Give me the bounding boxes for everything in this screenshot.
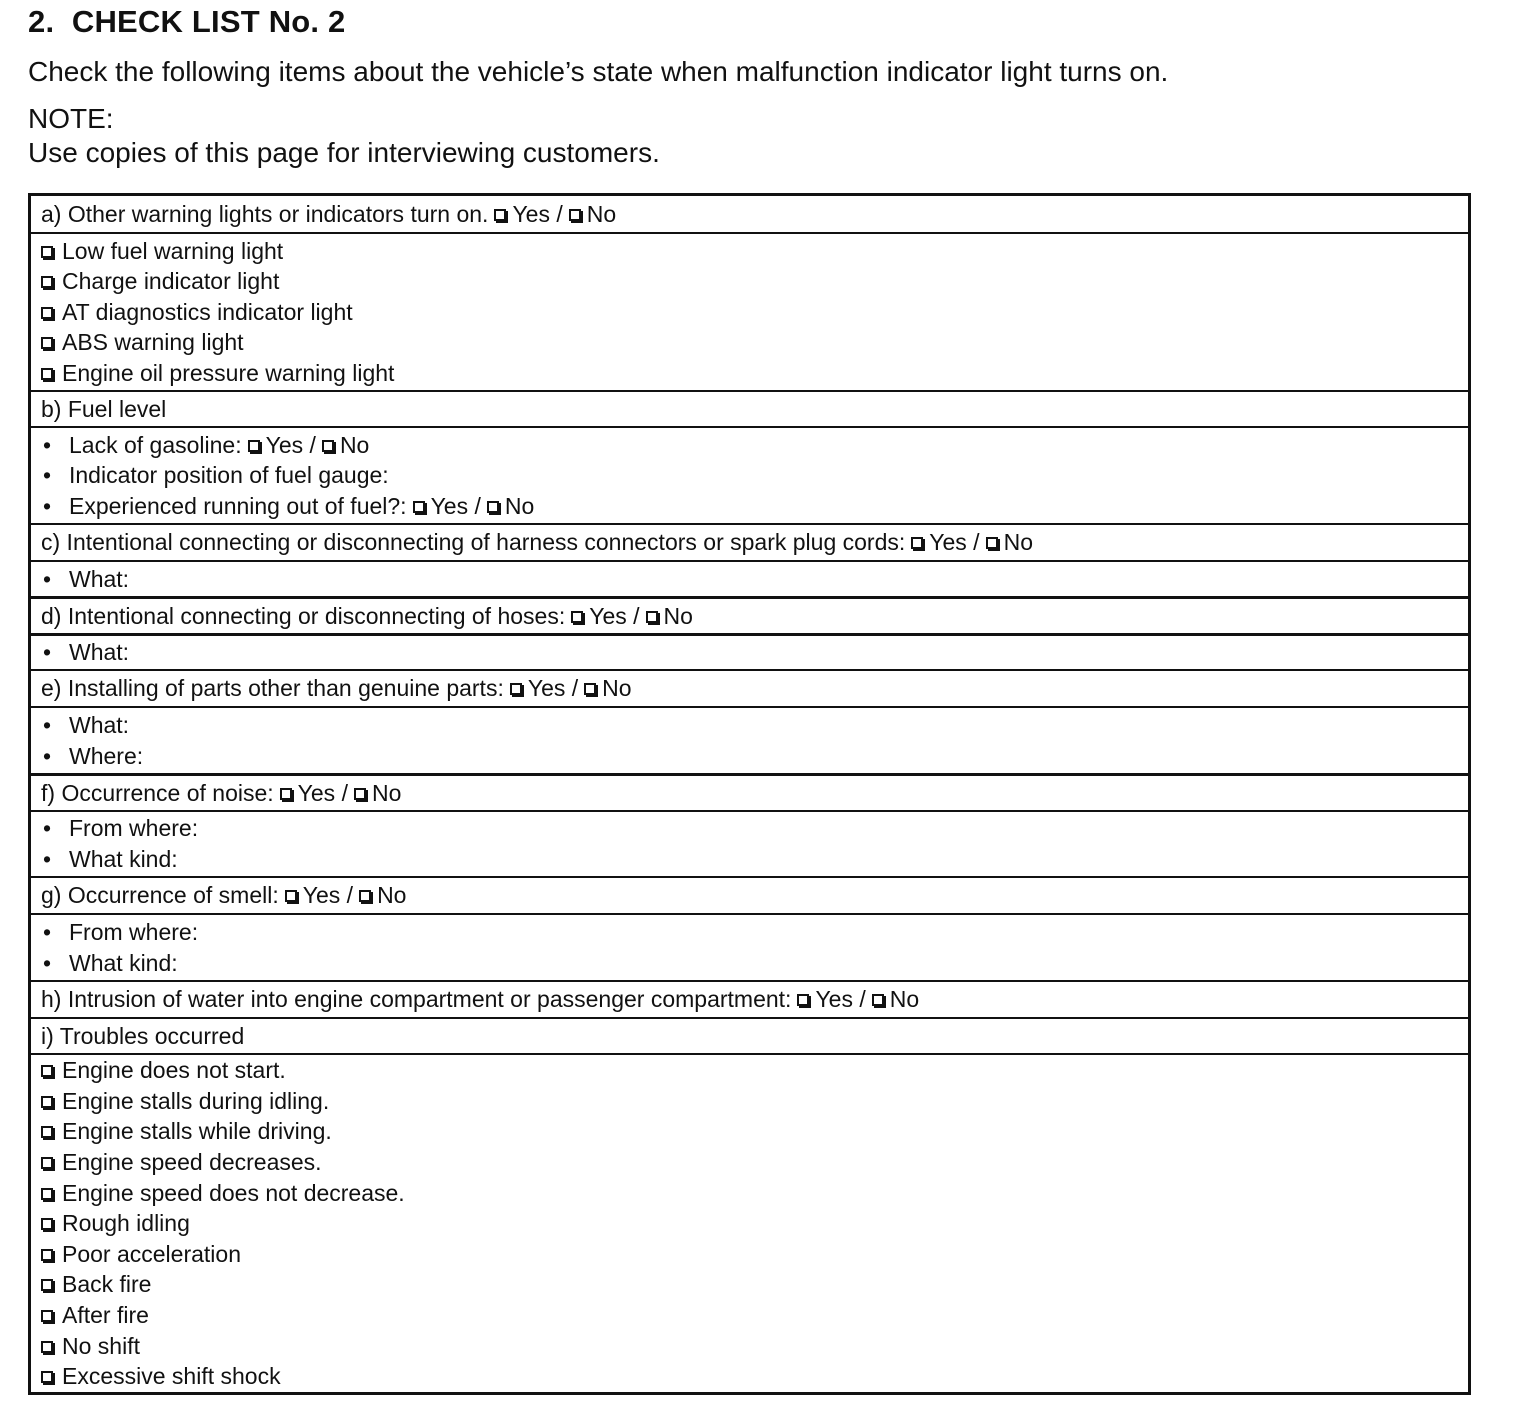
list-item: • Indicator position of fuel gauge: — [41, 460, 1458, 491]
section-e-title: e) Installing of parts other than genuine parts: — [41, 675, 504, 702]
list-item: Charge indicator light — [41, 266, 1458, 297]
list-item: Engine speed decreases. — [41, 1147, 1458, 1178]
checkbox-icon[interactable] — [285, 890, 297, 902]
list-item: • Where: — [41, 741, 1458, 772]
list-item: ABS warning light — [41, 327, 1458, 358]
list-item: Engine does not start. — [41, 1055, 1458, 1086]
list-item: • What: — [41, 564, 1458, 595]
checkbox-icon[interactable] — [911, 537, 923, 549]
section-h-title: h) Intrusion of water into engine compartment or passenger compartment: — [41, 986, 792, 1013]
bullet-icon: • — [43, 492, 52, 519]
section-f-items — [31, 810, 1468, 876]
section-e-header: e) Installing of parts other than genuine parts: Yes / No — [31, 669, 1468, 706]
checkbox-icon[interactable] — [569, 209, 581, 221]
list-item: Low fuel warning light — [41, 236, 1458, 267]
checkbox-icon[interactable] — [41, 1249, 53, 1261]
section-c-header: c) Intentional connecting or disconnecting of harness connectors or spark plug cords: Yes / No — [31, 523, 1468, 560]
no-label: No — [586, 200, 617, 227]
checkbox-icon[interactable] — [510, 683, 522, 695]
list-item: • Lack of gasoline: Yes / No — [41, 430, 1458, 461]
checkbox-icon[interactable] — [41, 1310, 53, 1322]
bullet-icon: • — [43, 815, 52, 842]
checkbox-icon[interactable] — [41, 246, 53, 258]
list-item: Engine stalls during idling. — [41, 1086, 1458, 1117]
checkbox-icon[interactable] — [571, 611, 583, 623]
checkbox-icon[interactable] — [41, 1157, 53, 1169]
checkbox-icon[interactable] — [41, 1279, 53, 1291]
section-h-header: h) Intrusion of water into engine compartment or passenger compartment: Yes / No — [31, 980, 1468, 1017]
bullet-icon: • — [43, 742, 52, 769]
list-item: • From where: — [41, 917, 1458, 948]
section-c-items — [31, 560, 1468, 596]
checkbox-icon[interactable] — [872, 994, 884, 1006]
section-d-items — [31, 633, 1468, 669]
checkbox-icon[interactable] — [584, 683, 596, 695]
list-item: • What: — [41, 710, 1458, 741]
list-item: • What kind: — [41, 948, 1458, 979]
checkbox-icon[interactable] — [41, 1218, 53, 1230]
checkbox-icon[interactable] — [41, 1126, 53, 1138]
bullet-icon: • — [43, 431, 52, 458]
page-title: 2. CHECK LIST No. 2 — [28, 4, 346, 39]
bullet-icon: • — [43, 949, 52, 976]
list-item: Back fire — [41, 1269, 1458, 1300]
list-item: • Experienced running out of fuel?: Yes / No — [41, 491, 1458, 522]
list-item: No shift — [41, 1331, 1458, 1362]
bullet-icon: • — [43, 711, 52, 738]
list-item: AT diagnostics indicator light — [41, 297, 1458, 328]
note-text: Use copies of this page for interviewing customers. — [28, 137, 660, 168]
list-item: Engine oil pressure warning light — [41, 358, 1458, 389]
list-item: • From where: — [41, 813, 1458, 844]
checkbox-icon[interactable] — [354, 788, 366, 800]
checkbox-icon[interactable] — [646, 611, 658, 623]
checkbox-icon[interactable] — [494, 209, 506, 221]
section-f-title: f) Occurrence of noise: — [41, 779, 274, 806]
checkbox-icon[interactable] — [359, 890, 371, 902]
checkbox-icon[interactable] — [986, 537, 998, 549]
checklist-table — [28, 193, 1471, 1395]
bullet-icon: • — [43, 639, 52, 666]
checkbox-icon[interactable] — [322, 440, 334, 452]
list-item: • What kind: — [41, 844, 1458, 875]
list-item: Poor acceleration — [41, 1239, 1458, 1270]
checkbox-icon[interactable] — [41, 1096, 53, 1108]
yes-label: Yes / — [512, 200, 563, 227]
list-item: Engine stalls while driving. — [41, 1116, 1458, 1147]
list-item: After fire — [41, 1300, 1458, 1331]
bullet-icon: • — [43, 918, 52, 945]
checkbox-icon[interactable] — [41, 337, 53, 349]
section-a-title: a) Other warning lights or indicators turn on. — [41, 200, 489, 227]
section-g-title: g) Occurrence of smell: — [41, 882, 279, 909]
section-d-title: d) Intentional connecting or disconnecting of hoses: — [41, 602, 566, 629]
note-label: NOTE: — [28, 103, 114, 134]
bullet-icon: • — [43, 565, 52, 592]
section-g-header: g) Occurrence of smell: Yes / No — [31, 876, 1468, 913]
checkbox-icon[interactable] — [41, 1188, 53, 1200]
section-i-items — [31, 1053, 1468, 1392]
checkbox-icon[interactable] — [41, 307, 53, 319]
section-c-title: c) Intentional connecting or disconnecting of harness connectors or spark plug cords: — [41, 529, 906, 556]
checkbox-icon[interactable] — [280, 788, 292, 800]
checkbox-icon[interactable] — [41, 368, 53, 380]
bullet-icon: • — [43, 846, 52, 872]
checkbox-icon[interactable] — [487, 501, 499, 513]
section-a-items — [31, 232, 1468, 390]
bullet-icon: • — [43, 462, 52, 489]
section-b-items — [31, 426, 1468, 523]
checkbox-icon[interactable] — [41, 276, 53, 288]
section-e-items — [31, 706, 1468, 773]
list-item: Engine speed does not decrease. — [41, 1178, 1458, 1209]
list-item: Rough idling — [41, 1208, 1458, 1239]
checkbox-icon[interactable] — [413, 501, 425, 513]
checkbox-icon[interactable] — [41, 1065, 53, 1077]
list-item: • What: — [41, 637, 1458, 668]
checkbox-icon[interactable] — [41, 1371, 53, 1383]
section-f-header: f) Occurrence of noise: Yes / No — [31, 773, 1468, 810]
section-i-header — [31, 1017, 1468, 1053]
section-b-header — [31, 390, 1468, 426]
checkbox-icon[interactable] — [797, 994, 809, 1006]
section-d-header: d) Intentional connecting or disconnecting of hoses: Yes / No — [31, 596, 1468, 633]
list-item: Excessive shift shock — [41, 1361, 1458, 1392]
section-b-title: b) Fuel level — [41, 395, 167, 422]
checkbox-icon[interactable] — [248, 440, 260, 452]
section-i-title: i) Troubles occurred — [41, 1022, 245, 1049]
checkbox-icon[interactable] — [41, 1341, 53, 1353]
intro-text: Check the following items about the vehicle’s state when malfunction indicator light turns on. — [28, 56, 1169, 87]
section-a-header — [31, 196, 1468, 232]
section-g-items — [31, 913, 1468, 980]
